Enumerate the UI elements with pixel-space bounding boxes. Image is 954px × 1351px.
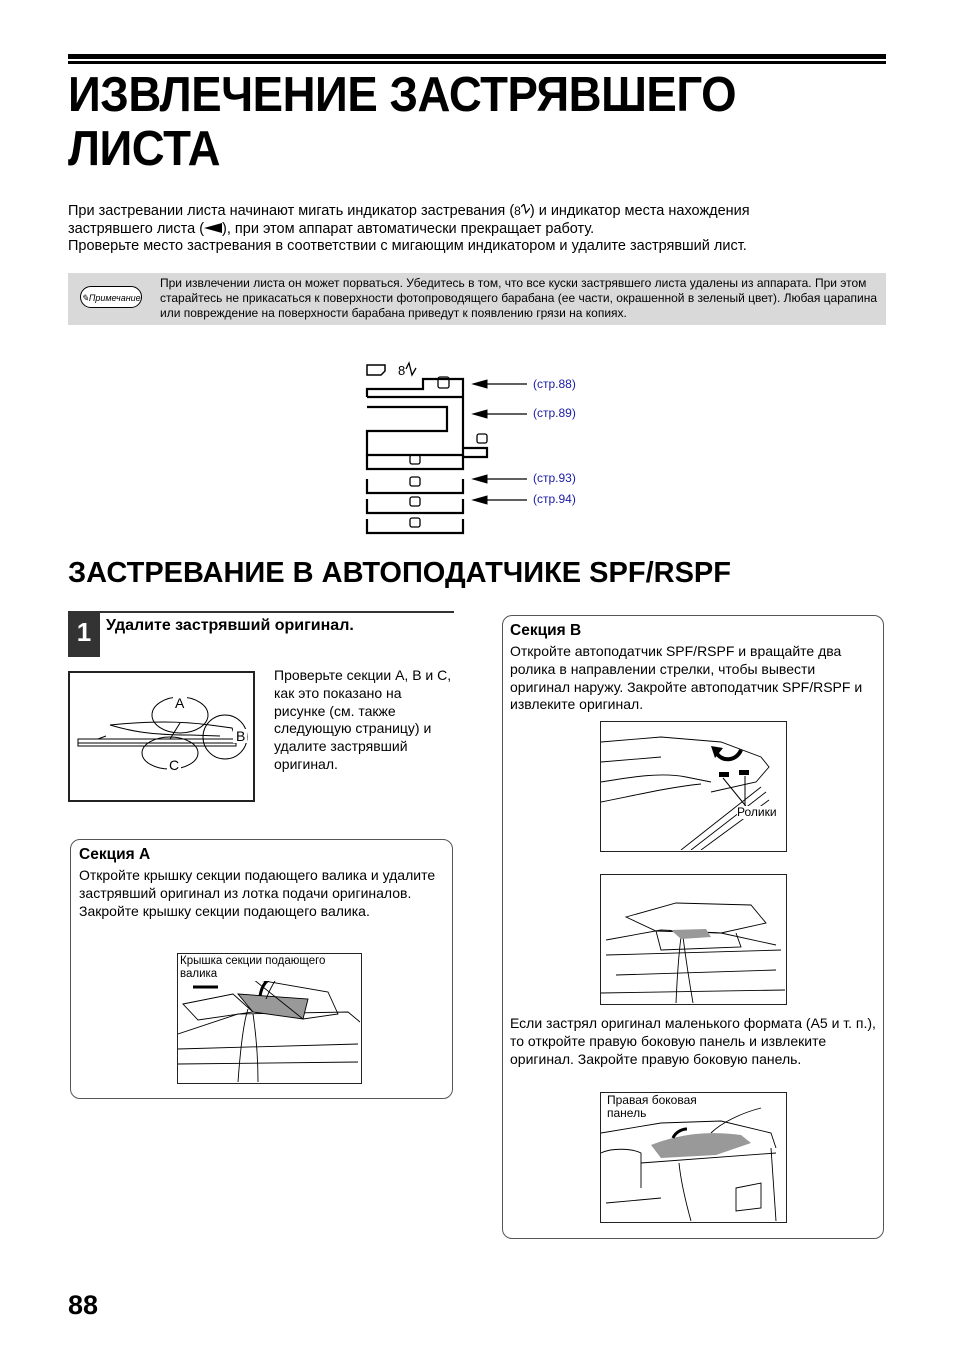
section-b-text: Откройте автоподатчик SPF/RSPF и вращайте два ролика в направлении стрелки, чтобы вывести оригинал наружу. Закройте автоподатчик SPF/RSPF и извлеките оригинал. <box>510 643 863 713</box>
right-side-panel-label-line2: панель <box>607 1106 647 1120</box>
jam-location-diagram <box>355 355 595 540</box>
note-badge-label: Примечание <box>88 293 141 303</box>
rollers-label: Ролики <box>737 805 777 819</box>
feed-roller-cover-label: Крышка секции подающего валика <box>180 955 361 981</box>
section-heading: ЗАСТРЕВАНИЕ В АВТОПОДАТЧИКЕ SPF/RSPF <box>68 557 731 589</box>
right-side-panel-label <box>607 1094 697 1120</box>
arrow-icon <box>473 380 487 388</box>
page-ref-link-93[interactable]: (стр.93) <box>533 471 576 485</box>
step-title: Удалите застрявший оригинал. <box>106 617 354 634</box>
step-rule <box>68 611 454 613</box>
intro-text: При застревании листа начинают мигать индикатор застревания ( <box>68 203 515 219</box>
svg-text:8: 8 <box>398 363 406 378</box>
svg-text:B: B <box>236 728 246 744</box>
section-b-small-original-text: Если застрял оригинал маленького формата (A5 и т. п.), то откройте правую боковую панель и извлеките оригинал. Закройте правую боковую панель. <box>510 1015 876 1067</box>
intro-text: застрявшего листа ( <box>68 220 205 237</box>
close-spf-illustration <box>601 875 785 1003</box>
spf-sections-figure <box>68 671 255 802</box>
right-side-panel-label-line1: Правая боковая <box>607 1093 697 1107</box>
note-badge <box>80 286 142 308</box>
page-title <box>68 68 831 176</box>
feed-roller-cover-figure <box>177 953 362 1084</box>
close-spf-figure <box>600 874 787 1005</box>
step-number-badge: 1 <box>68 613 100 657</box>
header-rule-top <box>68 54 886 59</box>
rollers-figure <box>600 721 787 852</box>
jam-indicator-icon: 8 <box>514 204 530 218</box>
page-ref-link-88[interactable]: (стр.88) <box>533 377 576 391</box>
rollers-illustration <box>601 722 785 850</box>
section-a-box <box>70 839 453 1099</box>
intro-line-2 <box>68 221 868 239</box>
intro-paragraph <box>68 203 868 256</box>
header-rule-bottom <box>68 61 886 64</box>
title-line-1: ИЗВЛЕЧЕНИЕ ЗАСТРЯВШЕГО <box>68 68 737 122</box>
intro-text: ) и индикатор места нахождения <box>529 203 750 219</box>
spf-sections-illustration <box>70 673 253 800</box>
intro-text: ), при этом аппарат автоматически прекращает работу. <box>222 220 595 237</box>
note-box <box>68 273 886 325</box>
section-a-text: Откройте крышку секции подающего валика и удалите застрявший оригинал из лотка подачи оригиналов. Закройте крышку секции подающего валика. <box>79 867 436 919</box>
section-a-title: Секция A <box>79 846 151 863</box>
page-ref-link-89[interactable]: (стр.89) <box>533 406 576 420</box>
step1-instructions: Проверьте секции A, B и C, как это показано на рисунке (см. также следующую страницу) и удалите застрявший оригинал. <box>274 667 452 772</box>
pencil-icon: ✎ <box>81 293 89 303</box>
intro-line-3: Проверьте место застревания в соответствии с мигающим индикатором и удалите застрявший лист. <box>68 238 747 254</box>
location-indicator-icon <box>204 221 222 237</box>
note-text: При извлечении листа он может порваться. Убедитесь в том, что все куски застрявшего листа удалены из аппарата. При этом старайтесь не прикасаться к поверхности фотопроводящего барабана (ее части, окрашенной в зеленый цвет). Любая царапина или повреждение на поверхности барабана приведут к появлению грязи на копиях. <box>160 276 878 320</box>
intro-line-1 <box>68 203 868 221</box>
page-ref-link-94[interactable]: (стр.94) <box>533 492 576 506</box>
section-b-box <box>502 615 884 1239</box>
section-b-title: Секция B <box>510 622 582 639</box>
svg-text:C: C <box>169 757 180 773</box>
title-line-2: ЛИСТА <box>68 122 221 176</box>
page-number: 88 <box>68 1290 99 1320</box>
label-a: A <box>175 695 185 711</box>
right-side-panel-figure <box>600 1092 787 1223</box>
